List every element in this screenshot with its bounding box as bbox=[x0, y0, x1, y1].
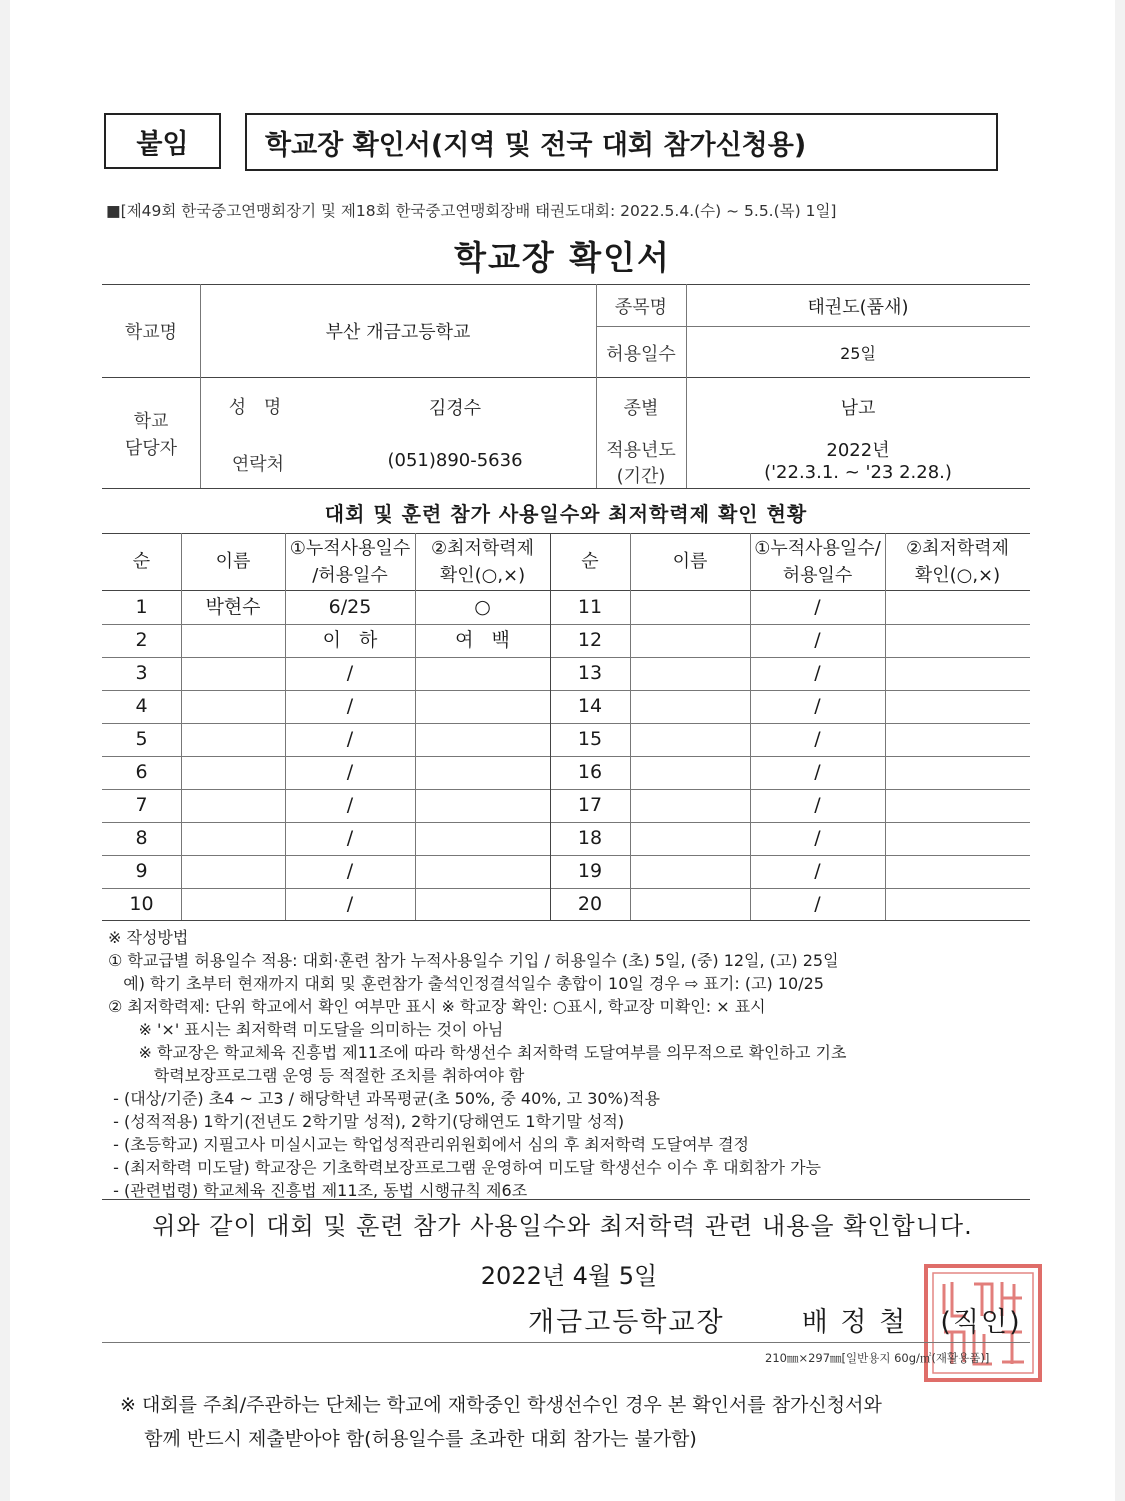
table-cell-days: / bbox=[346, 761, 354, 783]
table-cell-no: 2 bbox=[135, 629, 148, 651]
table-cell-no: 18 bbox=[577, 827, 603, 849]
table-cell-days: / bbox=[814, 761, 821, 783]
table-cell-days: / bbox=[346, 827, 354, 849]
note-line: ※ 학교장은 학교체육 진흥법 제11조에 따라 학생선수 최저학력 도달여부를 의무적으로 확인하고 기초 bbox=[108, 1043, 847, 1062]
table-cell-no: 8 bbox=[135, 827, 148, 849]
table-cell-no: 11 bbox=[577, 596, 603, 618]
table-cell-name bbox=[181, 756, 285, 789]
table-cell-no: 19 bbox=[577, 860, 603, 882]
note-line: ① 학교급별 허용일수 적용: 대회·훈련 참가 누적사용일수 기입 / 허용일수 (초) 5일, (중) 12일, (고) 25일 bbox=[108, 951, 839, 970]
manager-label: 학교 bbox=[133, 411, 169, 432]
table-cell-days: 6/25 bbox=[328, 596, 372, 618]
name-label: 성 명 bbox=[228, 397, 288, 418]
table-cell-days: / bbox=[814, 794, 821, 816]
header-no: 순 bbox=[581, 551, 599, 572]
signature-rule bbox=[102, 1342, 1030, 1343]
category-label: 종별 bbox=[623, 398, 659, 419]
manager-label: 담당자 bbox=[124, 438, 178, 459]
table-cell-name bbox=[630, 789, 750, 822]
table-cell-check bbox=[415, 855, 550, 888]
year-value: 2022년 bbox=[826, 440, 890, 461]
note-line: - (초등학교) 지필고사 미실시교는 학업성적관리위원회에서 심의 후 최저학력 도달여부 결정 bbox=[108, 1135, 749, 1154]
table-cell-check bbox=[415, 789, 550, 822]
table-cell-no: 9 bbox=[135, 860, 148, 882]
note-line: - (대상/기준) 초4 ~ 고3 / 해당학년 과목평균(초 50%, 중 40%, 고 30%)적용 bbox=[108, 1089, 660, 1108]
table-cell-days: / bbox=[346, 860, 354, 882]
table-cell-no: 7 bbox=[135, 794, 148, 816]
seal-mark: (직인) bbox=[940, 1307, 1022, 1338]
info-rule bbox=[596, 326, 1030, 327]
note-line: ※ '×' 표시는 최저학력 미도달을 의미하는 것이 아님 bbox=[108, 1020, 504, 1039]
table-cell-no: 20 bbox=[577, 893, 603, 915]
table-cell-days: / bbox=[814, 893, 821, 915]
table-cell-name bbox=[181, 723, 285, 756]
table-cell-check bbox=[415, 690, 550, 723]
table-cell-name bbox=[181, 657, 285, 690]
table-cell-check bbox=[885, 822, 1030, 855]
school-name-value: 부산 개금고등학교 bbox=[325, 322, 471, 343]
table-cell-no: 15 bbox=[577, 728, 603, 750]
header-days: ①누적사용일수/ bbox=[754, 538, 881, 559]
year-label: (기간) bbox=[616, 466, 666, 487]
table-cell-no: 17 bbox=[577, 794, 603, 816]
allowed-days-value: 25일 bbox=[840, 344, 876, 363]
table-cell-days: / bbox=[346, 728, 354, 750]
instructions bbox=[108, 926, 1038, 1202]
year-period: ('22.3.1. ~ '23 2.28.) bbox=[764, 462, 952, 483]
table-cell-no: 10 bbox=[129, 893, 154, 915]
table-cell-check bbox=[885, 591, 1030, 624]
info-rule bbox=[102, 377, 1030, 378]
note-line: - (최저학력 미도달) 학교장은 기초학력보장프로그램 운영하여 미도달 학생선수 이수 후 대회참가 가능 bbox=[108, 1158, 821, 1177]
info-top-rule bbox=[102, 284, 1030, 285]
paper-spec: 210㎜×297㎜[일반용지 60g/㎡(재활용품)] bbox=[765, 1351, 990, 1365]
table-cell-name bbox=[181, 888, 285, 921]
table-cell-check bbox=[885, 657, 1030, 690]
table-top-rule bbox=[102, 533, 1030, 534]
note-line: 예) 학기 초부터 현재까지 대회 및 훈련참가 출석인정결석일수 총합이 10일 경우 ⇨ 표기: (고) 10/25 bbox=[108, 974, 824, 993]
school-name-label: 학교명 bbox=[124, 322, 178, 343]
table-cell-check bbox=[415, 822, 550, 855]
table-cell-days: / bbox=[814, 662, 821, 684]
table-cell-check bbox=[415, 756, 550, 789]
principal-school: 개금고등학교장 bbox=[528, 1307, 725, 1338]
table-cell-name bbox=[630, 723, 750, 756]
principal-signature bbox=[528, 1300, 1022, 1339]
table-cell-days: / bbox=[814, 860, 821, 882]
table-cell-name bbox=[630, 855, 750, 888]
section-title: 대회 및 훈련 참가 사용일수와 최저학력제 확인 현황 bbox=[324, 502, 808, 526]
table-cell-no: 16 bbox=[577, 761, 603, 783]
note-line: ② 최저학력제: 단위 학교에서 확인 여부만 표시 ※ 학교장 확인: ○표시, 학교장 미확인: × 표시 bbox=[108, 997, 766, 1016]
header-check: ②최저학력제 bbox=[430, 538, 535, 559]
note-line: ※ 작성방법 bbox=[108, 928, 189, 947]
table-cell-check bbox=[885, 723, 1030, 756]
table-cell-name bbox=[630, 822, 750, 855]
table-cell-no: 14 bbox=[577, 695, 603, 717]
table-cell-name bbox=[181, 855, 285, 888]
table-cell-name bbox=[630, 690, 750, 723]
table-cell-days: / bbox=[346, 662, 354, 684]
table-cell-name bbox=[181, 624, 285, 657]
date: 2022년 4월 5일 bbox=[480, 1262, 658, 1290]
table-cell-days: / bbox=[346, 893, 354, 915]
table-cell-no: 4 bbox=[135, 695, 148, 717]
header-check: 확인(○,×) bbox=[914, 565, 1001, 586]
table-cell-name bbox=[181, 789, 285, 822]
note-line: 학력보장프로그램 운영 등 적절한 조치를 취하여야 함 bbox=[108, 1066, 525, 1085]
document-title: 학교장 확인서 bbox=[454, 238, 671, 277]
table-cell-check bbox=[885, 888, 1030, 921]
header-days: /허용일수 bbox=[312, 565, 388, 586]
header-name: 이름 bbox=[215, 551, 251, 572]
header-days: ①누적사용일수 bbox=[289, 538, 411, 559]
form-title: 학교장 확인서(지역 및 전국 대회 참가신청용) bbox=[245, 113, 998, 171]
table-cell-days: 이 하 bbox=[322, 629, 378, 651]
table-cell-days: / bbox=[814, 827, 821, 849]
table-cell-check bbox=[415, 657, 550, 690]
table-cell-no: 12 bbox=[577, 629, 603, 651]
table-cell-check bbox=[415, 888, 550, 921]
table-cell-name bbox=[630, 756, 750, 789]
table-cell-name bbox=[181, 690, 285, 723]
notes-rule bbox=[102, 1199, 1030, 1200]
table-cell-check: 여 백 bbox=[455, 629, 510, 651]
category-value: 남고 bbox=[840, 398, 876, 419]
table-cell-no: 13 bbox=[577, 662, 603, 684]
sport-value: 태권도(품새) bbox=[807, 297, 909, 318]
header-name: 이름 bbox=[672, 551, 708, 572]
note-line: - (관련법령) 학교체육 진흥법 제11조, 동법 시행규칙 제6조 bbox=[108, 1181, 528, 1200]
footer-note bbox=[120, 1388, 1020, 1456]
info-divider bbox=[200, 284, 201, 488]
principal-name: 배 정 철 bbox=[801, 1307, 908, 1338]
table-cell-name bbox=[181, 822, 285, 855]
table-cell-name bbox=[630, 888, 750, 921]
table-cell-check bbox=[885, 855, 1030, 888]
table-cell-no: 5 bbox=[135, 728, 148, 750]
footer-line: 함께 반드시 제출받아야 함(허용일수를 초과한 대회 참가는 불가함) bbox=[120, 1428, 697, 1450]
table-cell-days: / bbox=[346, 695, 354, 717]
table-cell-days: / bbox=[814, 695, 821, 717]
table-cell-days: / bbox=[814, 728, 821, 750]
table-cell-days: / bbox=[346, 794, 354, 816]
note-line: - (성적적용) 1학기(전년도 2학기말 성적), 2학기(당해연도 1학기말 성적) bbox=[108, 1112, 625, 1131]
header-check: 확인(○,×) bbox=[439, 565, 526, 586]
info-rule bbox=[102, 488, 1030, 489]
table-cell-name: 박현수 bbox=[205, 596, 261, 618]
table-cell-no: 3 bbox=[135, 662, 148, 684]
confirmation-text: 위와 같이 대회 및 훈련 참가 사용일수와 최저학력 관련 내용을 확인합니다. bbox=[152, 1212, 973, 1240]
table-cell-name bbox=[630, 591, 750, 624]
contact-label: 연락처 bbox=[231, 454, 285, 475]
header-days: 허용일수 bbox=[782, 565, 853, 586]
name-value: 김경수 bbox=[428, 398, 482, 419]
contact-value: (051)890-5636 bbox=[387, 450, 523, 471]
year-label: 적용년도 bbox=[606, 440, 676, 461]
table-cell-check bbox=[885, 756, 1030, 789]
table-cell-check bbox=[885, 624, 1030, 657]
table-cell-name bbox=[630, 624, 750, 657]
sport-label: 종목명 bbox=[614, 297, 668, 318]
header-check: ②최저학력제 bbox=[905, 538, 1010, 559]
attachment-label: 붙임 bbox=[104, 113, 221, 169]
table-cell-days: / bbox=[814, 596, 821, 618]
table-cell-check bbox=[885, 690, 1030, 723]
footer-line: ※ 대회를 주최/주관하는 단체는 학교에 재학중인 학생선수인 경우 본 확인서를 참가신청서와 bbox=[120, 1394, 882, 1416]
table-cell-days: / bbox=[814, 629, 821, 651]
table-cell-check: ○ bbox=[474, 596, 491, 618]
allowed-days-label: 허용일수 bbox=[606, 344, 676, 365]
event-info: ■[제49회 한국중고연맹회장기 및 제18회 한국중고연맹회장배 태권도대회: 2022.5.4.(수) ~ 5.5.(목) 1일] bbox=[106, 202, 837, 220]
table-cell-no: 1 bbox=[135, 596, 148, 618]
header-no: 순 bbox=[132, 551, 151, 572]
table-cell-check bbox=[885, 789, 1030, 822]
table-cell-no: 6 bbox=[135, 761, 148, 783]
table-cell-check bbox=[415, 723, 550, 756]
table-cell-name bbox=[630, 657, 750, 690]
